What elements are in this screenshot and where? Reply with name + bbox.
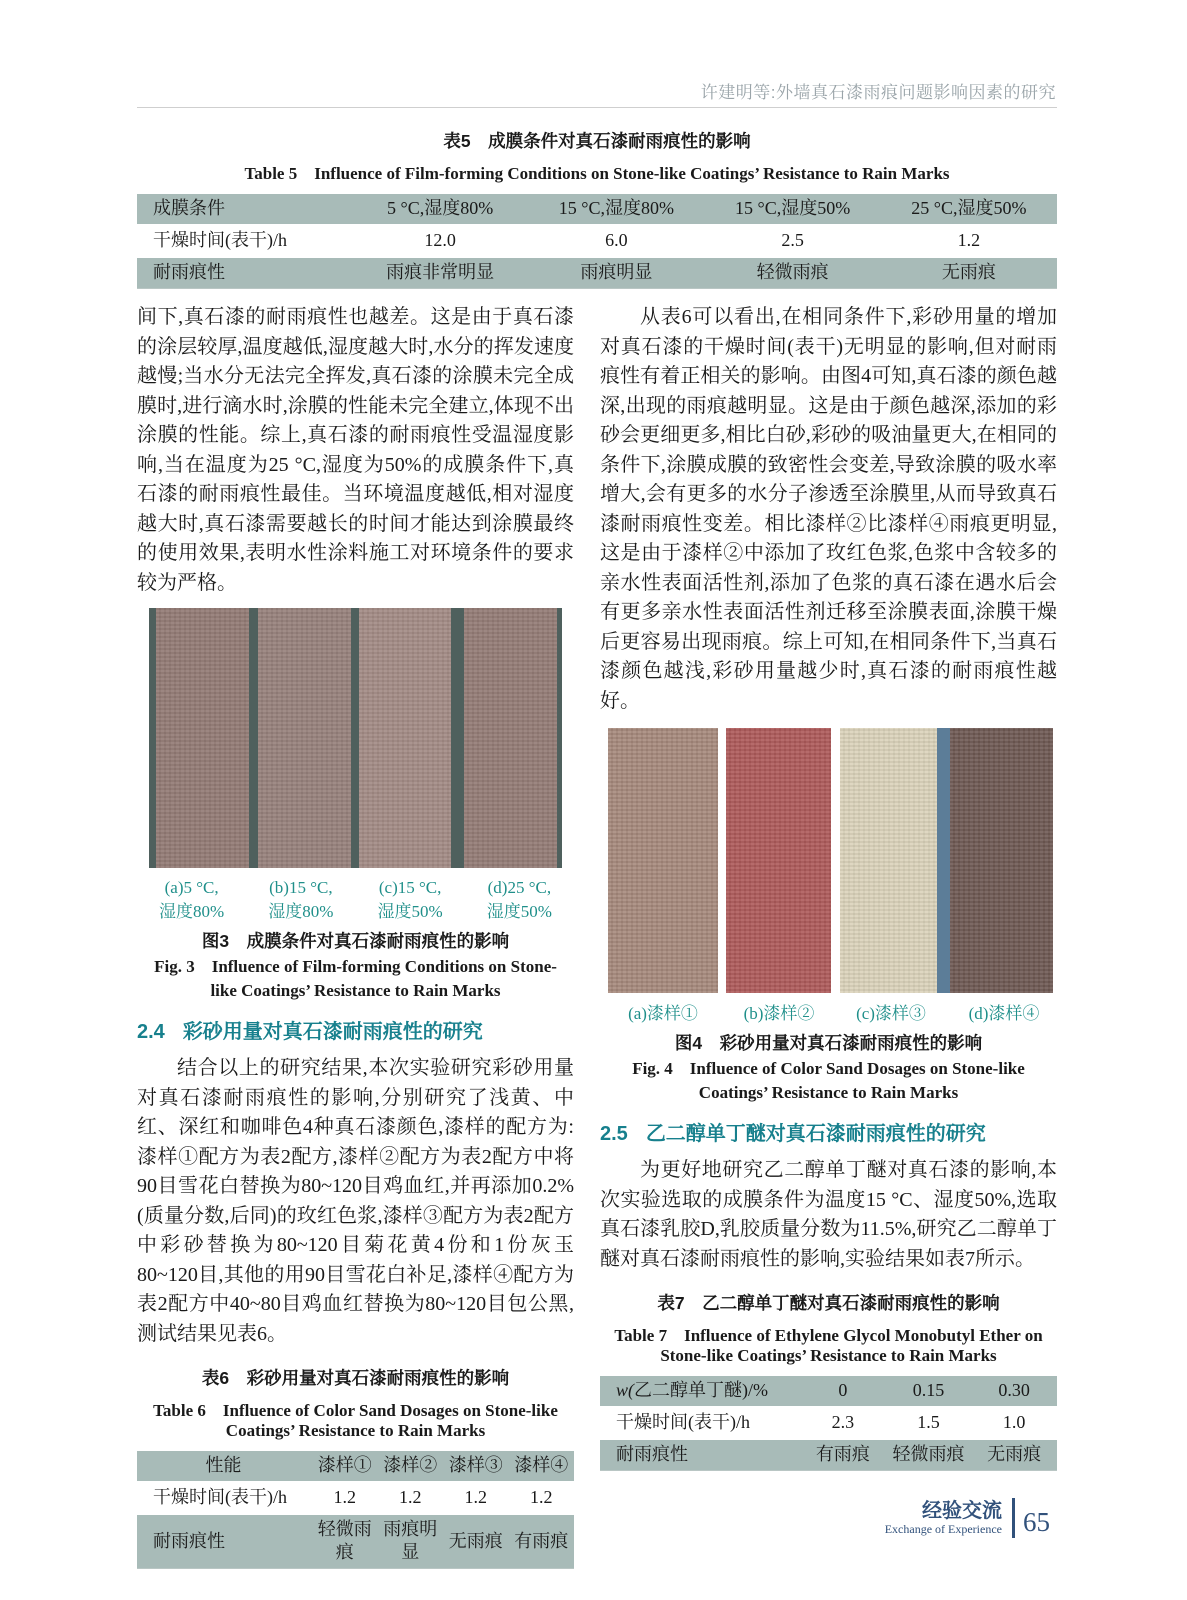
footer-column-zh: 经验交流 (922, 1500, 1002, 1522)
table-cell: 0.30 (998, 1380, 1030, 1401)
table-cell: 15 °C,湿度80% (558, 198, 674, 219)
body-paragraph: 为更好地研究乙二醇单丁醚对真石漆的影响,本次实验选取的成膜条件为温度15 °C、湿度50%,选取真石漆乳胶D,乳胶质量分数为11.5%,研究乙二醇单丁醚对真石漆耐雨痕性的影响,实验结果如表7所示。 (600, 1159, 1057, 1270)
panel-caption: (a)漆样① (628, 1004, 698, 1023)
table-row (137, 1451, 574, 1481)
figure4-panel-captions (604, 999, 1057, 1024)
table5-block (137, 128, 1057, 289)
table-cell: 轻微雨痕 (756, 262, 829, 283)
table-cell: 无雨痕 (941, 262, 996, 283)
table5-title-zh: 表5 成膜条件对真石漆耐雨痕性的影响 (443, 131, 751, 151)
table-cell: 1.0 (1002, 1412, 1026, 1433)
table7-title-en: Table 7 Influence of Ethylene Glycol Monobutyl Ether on Stone-like Coatings’ Resistance to Rain Marks (614, 1326, 1043, 1365)
table-cell: w(乙二醇单丁醚)/% (616, 1380, 768, 1401)
body-paragraph: 结合以上的研究结果,本次实验研究彩砂用量对真石漆耐雨痕性的影响,分别研究了浅黄、中红、深红和咖啡色4种真石漆颜色,漆样的配方为:漆样①配方为表2配方,漆样②配方为表2配方中将90目雪花白替换为80~120目鸡血红,并再添加0.2%(质量分数,后同)的玫红色浆,漆样③配方为表2配方中彩砂替换为80~120目菊花黄4份和1份灰玉80~120目,其他的用90目雪花白补足,漆样④配方为表2配方中40~80目鸡血红替换为80~120目包公黑,测试结果见表6。 (137, 1057, 574, 1345)
figure3-panel-d (464, 608, 557, 868)
table-cell: 漆样④ (514, 1455, 569, 1476)
table-cell: 1.2 (957, 230, 981, 251)
table-row (137, 1483, 574, 1513)
panel-divider (149, 608, 156, 868)
body-paragraph: 间下,真石漆的耐雨痕性也越差。这是由于真石漆的涂层较厚,温度越低,湿度越大时,水分的挥发速度越慢;当水分无法完全挥发,真石漆的涂膜未完全成膜时,进行滴水时,涂膜的性能未完全建立,体现不出涂膜的性能。综上,真石漆的耐雨痕性受温湿度影响,当在温度为25 °C,湿度为50%的成膜条件下,真石漆的耐雨痕性最佳。当环境温度越低,相对湿度越大时,真石漆需要越长的时间才能达到涂膜最终的使用效果,表明水性涂料施工对环境条件的要求较为严格。 (137, 306, 574, 594)
panel-caption: (b)15 °C, 湿度80% (268, 878, 334, 921)
panel-gap (831, 728, 840, 993)
left-column (137, 303, 574, 1569)
table6-block (137, 1365, 574, 1569)
table-cell: 2.5 (781, 230, 804, 251)
table-cell: 有雨痕 (815, 1444, 870, 1465)
right-column (600, 303, 1057, 1569)
table-cell: 12.0 (424, 230, 456, 251)
table-cell: 漆样② (383, 1455, 438, 1476)
panel-divider (249, 608, 258, 868)
table-cell: 干燥时间(表干)/h (616, 1412, 750, 1433)
table-cell: 无雨痕 (987, 1444, 1042, 1465)
figure3-panel-a (156, 608, 249, 868)
table5 (137, 194, 1057, 289)
table-cell: 耐雨痕性 (153, 262, 225, 283)
page-number: 65 (1023, 1507, 1050, 1537)
figure4-caption-en: Fig. 4 Influence of Color Sand Dosages on Stone-like Coatings’ Resistance to Rain Marks (632, 1059, 1025, 1102)
table-cell: 15 °C,湿度50% (735, 198, 851, 219)
figure4-panel-a (608, 728, 718, 993)
table-row (600, 1408, 1057, 1438)
table-cell: 雨痕明显 (383, 1519, 438, 1563)
figure3-caption-zh: 图3 成膜条件对真石漆耐雨痕性的影响 (201, 931, 510, 951)
table-cell: 1.5 (917, 1412, 940, 1433)
table7-block (600, 1290, 1057, 1471)
figure3-panel-captions (137, 876, 574, 924)
panel-caption: (d)漆样④ (968, 1004, 1040, 1023)
table-cell: 干燥时间(表干)/h (153, 230, 287, 251)
page-footer (885, 1498, 1050, 1538)
table7 (600, 1376, 1057, 1471)
panel-divider (937, 728, 950, 993)
table-cell: 6.0 (605, 230, 628, 251)
panel-caption: (c)漆样③ (856, 1004, 926, 1023)
panel-caption: (c)15 °C, 湿度50% (377, 878, 443, 921)
table-cell: 无雨痕 (448, 1530, 503, 1551)
table7-title-zh: 表7 乙二醇单丁醚对真石漆耐雨痕性的影响 (657, 1293, 1000, 1313)
table-cell: 1.2 (464, 1487, 487, 1508)
table-cell: 有雨痕 (514, 1530, 569, 1551)
table6-title-en: Table 6 Influence of Color Sand Dosages on Stone-like Coatings’ Resistance to Rain Marks (153, 1401, 558, 1440)
figure3-panel-c (359, 608, 451, 868)
body-paragraph: 从表6可以看出,在相同条件下,彩砂用量的增加对真石漆的干燥时间(表干)无明显的影响,但对耐雨痕性有着正相关的影响。由图4可知,真石漆的颜色越深,出现的雨痕越明显。这是由于颜色越深,添加的彩砂会更细更多,相比白砂,彩砂的吸油量更大,在相同的条件下,涂膜成膜的致密性会变差,导致涂膜的吸水率增大,会有更多的水分子渗透至涂膜里,从而导致真石漆耐雨痕性变差。相比漆样②比漆样④雨痕更明显,这是由于漆样②中添加了玫红色浆,色浆中含较多的亲水性表面活性剂,添加了色浆的真石漆在遇水后会有更多亲水性表面活性剂迁移至涂膜表面,涂膜干燥后更容易出现雨痕。综上可知,在相同条件下,当真石漆颜色越浅,彩砂用量越少时,真石漆的耐雨痕性越好。 (600, 306, 1057, 712)
table-cell: 成膜条件 (153, 198, 225, 219)
figure3-image (149, 608, 562, 868)
table-row (600, 1440, 1057, 1470)
section-heading-2-4: 2.4 彩砂用量对真石漆耐雨痕性的研究 (137, 1021, 483, 1043)
table-row (137, 194, 1057, 224)
section-heading-2-5: 2.5 乙二醇单丁醚对真石漆耐雨痕性的研究 (600, 1123, 986, 1145)
table-cell: 2.3 (831, 1412, 855, 1433)
table-row (137, 1515, 574, 1568)
table-cell: 1.2 (530, 1487, 553, 1508)
figure4-caption-zh: 图4 彩砂用量对真石漆耐雨痕性的影响 (674, 1033, 983, 1053)
figure4-panel-b (726, 728, 831, 993)
table-cell: 漆样① (317, 1455, 372, 1476)
table-cell: 25 °C,湿度50% (911, 198, 1027, 219)
table-row (600, 1376, 1057, 1406)
table-cell: 5 °C,湿度80% (387, 198, 494, 219)
table-cell: 0.15 (912, 1380, 945, 1401)
table6 (137, 1451, 574, 1569)
figure4-image (608, 728, 1053, 993)
panel-divider (351, 608, 359, 868)
panel-gap (718, 728, 726, 993)
table-cell: 耐雨痕性 (153, 1530, 225, 1551)
table-cell: 性能 (205, 1455, 242, 1476)
table-cell: 1.2 (333, 1487, 356, 1508)
running-head: 许建明等:外墙真石漆雨痕问题影响因素的研究 (700, 83, 1056, 102)
panel-caption: (b)漆样② (743, 1004, 815, 1023)
table-cell: 轻微雨痕 (317, 1519, 372, 1563)
table-cell: 干燥时间(表干)/h (153, 1487, 287, 1508)
figure3-caption-en: Fig. 3 Influence of Film-forming Conditions on Stone-like Coatings’ Resistance to Rain Marks (154, 957, 557, 1000)
figure4-panel-d (950, 728, 1053, 993)
table5-title-en: Table 5 Influence of Film-forming Conditions on Stone-like Coatings’ Resistance to Rain Marks (244, 164, 950, 183)
figure4-panel-c (840, 728, 937, 993)
footer-divider (1012, 1498, 1015, 1538)
table-cell: 耐雨痕性 (616, 1444, 688, 1465)
footer-column-en: Exchange of Experience (884, 1522, 1002, 1536)
table-cell: 雨痕明显 (580, 262, 653, 283)
panel-caption: (d)25 °C, 湿度50% (486, 878, 552, 921)
table-cell: 轻微雨痕 (892, 1444, 965, 1465)
panel-divider (557, 608, 562, 868)
page-body (137, 128, 1057, 1569)
table-row (137, 258, 1057, 288)
figure3-panel-b (258, 608, 351, 868)
table-cell: 1.2 (399, 1487, 422, 1508)
header-rule (137, 107, 1057, 108)
panel-caption: (a)5 °C, 湿度80% (159, 878, 225, 921)
table-cell: 雨痕非常明显 (386, 262, 495, 283)
table-row (137, 226, 1057, 256)
table6-title-zh: 表6 彩砂用量对真石漆耐雨痕性的影响 (201, 1368, 510, 1388)
table-cell: 0 (838, 1380, 848, 1401)
table-cell: 漆样③ (448, 1455, 503, 1476)
panel-divider (451, 608, 464, 868)
